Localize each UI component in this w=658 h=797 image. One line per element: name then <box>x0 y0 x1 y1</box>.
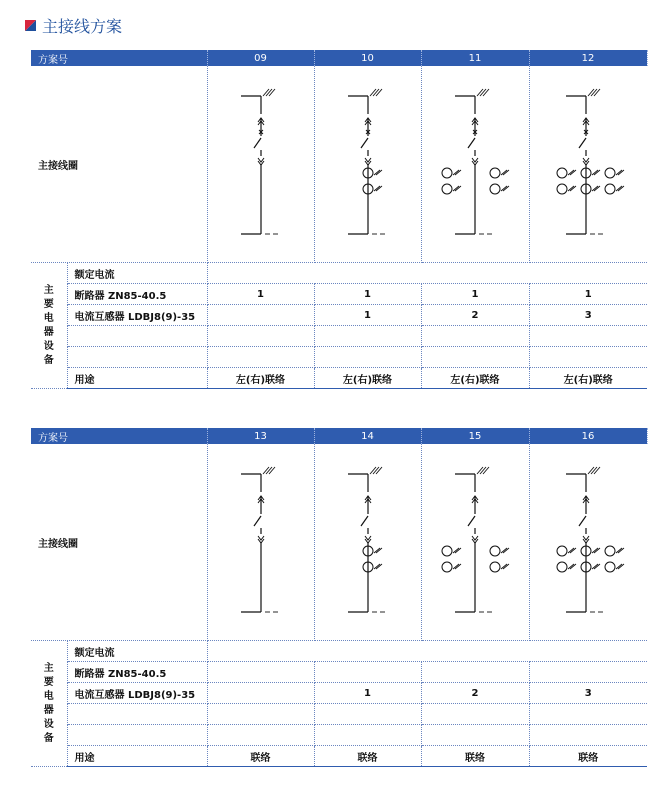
empty-cell <box>207 704 314 725</box>
usage-value: 左(右)联络 <box>314 368 421 389</box>
usage-value: 左(右)联络 <box>421 368 529 389</box>
ct-value <box>207 305 314 326</box>
main-circuit-label: 主接线圈 <box>31 444 207 641</box>
ct-label: 电流互感器 LDBJ8(9)-35 <box>67 683 207 704</box>
empty-cell <box>207 326 314 347</box>
empty-cell <box>207 347 314 368</box>
page-title <box>25 14 122 37</box>
ct-value: 1 <box>314 305 421 326</box>
rated-current-label: 额定电流 <box>67 641 207 662</box>
empty-cell <box>421 704 529 725</box>
empty-cell <box>67 326 207 347</box>
scheme-no-header: 方案号 <box>31 428 207 444</box>
scheme-column-header: 11 <box>421 50 529 66</box>
title-mark-icon <box>25 20 36 31</box>
empty-cell <box>207 725 314 746</box>
empty-cell <box>314 326 421 347</box>
ct-value: 1 <box>314 683 421 704</box>
usage-label: 用途 <box>67 368 207 389</box>
empty-cell <box>421 326 529 347</box>
breaker-label: 断路器 ZN85-40.5 <box>67 662 207 683</box>
scheme-column-header: 15 <box>421 428 529 444</box>
circuit-diagram <box>207 66 314 263</box>
equipment-side-text: 主要电器设备 <box>43 284 54 366</box>
scheme-column-header: 12 <box>529 50 647 66</box>
scheme-table-1 <box>31 50 648 389</box>
circuit-diagram <box>421 444 529 641</box>
breaker-value: 1 <box>314 284 421 305</box>
ct-value <box>207 683 314 704</box>
main-circuit-label: 主接线圈 <box>31 66 207 263</box>
scheme-table-2 <box>31 428 648 767</box>
scheme-column-header: 10 <box>314 50 421 66</box>
breaker-label: 断路器 ZN85-40.5 <box>67 284 207 305</box>
empty-cell <box>67 725 207 746</box>
rated-current-value <box>207 263 647 284</box>
empty-cell <box>314 347 421 368</box>
scheme-column-header: 13 <box>207 428 314 444</box>
empty-cell <box>67 704 207 725</box>
scheme-column-header: 14 <box>314 428 421 444</box>
usage-value: 联络 <box>314 746 421 767</box>
circuit-diagram <box>314 444 421 641</box>
ct-label: 电流互感器 LDBJ8(9)-35 <box>67 305 207 326</box>
breaker-value <box>314 662 421 683</box>
equipment-side-label <box>31 263 67 389</box>
scheme-column-header: 16 <box>529 428 647 444</box>
empty-cell <box>529 725 647 746</box>
page-title-text: 主接线方案 <box>42 17 123 36</box>
empty-cell <box>529 326 647 347</box>
breaker-value <box>207 662 314 683</box>
breaker-value <box>529 662 647 683</box>
empty-cell <box>314 704 421 725</box>
ct-value: 2 <box>421 683 529 704</box>
scheme-no-header: 方案号 <box>31 50 207 66</box>
ct-value: 3 <box>529 683 647 704</box>
circuit-diagram <box>314 66 421 263</box>
empty-cell <box>67 347 207 368</box>
usage-value: 左(右)联络 <box>207 368 314 389</box>
usage-value: 联络 <box>207 746 314 767</box>
breaker-value <box>421 662 529 683</box>
rated-current-value <box>207 641 647 662</box>
usage-label: 用途 <box>67 746 207 767</box>
empty-cell <box>529 347 647 368</box>
ct-value: 2 <box>421 305 529 326</box>
circuit-diagram <box>529 66 647 263</box>
breaker-value: 1 <box>207 284 314 305</box>
usage-value: 联络 <box>529 746 647 767</box>
circuit-diagram <box>529 444 647 641</box>
circuit-diagram <box>207 444 314 641</box>
empty-cell <box>314 725 421 746</box>
breaker-value: 1 <box>421 284 529 305</box>
scheme-column-header: 09 <box>207 50 314 66</box>
empty-cell <box>529 704 647 725</box>
circuit-diagram <box>421 66 529 263</box>
rated-current-label: 额定电流 <box>67 263 207 284</box>
breaker-value: 1 <box>529 284 647 305</box>
empty-cell <box>421 725 529 746</box>
empty-cell <box>421 347 529 368</box>
ct-value: 3 <box>529 305 647 326</box>
equipment-side-label <box>31 641 67 767</box>
usage-value: 左(右)联络 <box>529 368 647 389</box>
equipment-side-text: 主要电器设备 <box>43 662 54 744</box>
usage-value: 联络 <box>421 746 529 767</box>
